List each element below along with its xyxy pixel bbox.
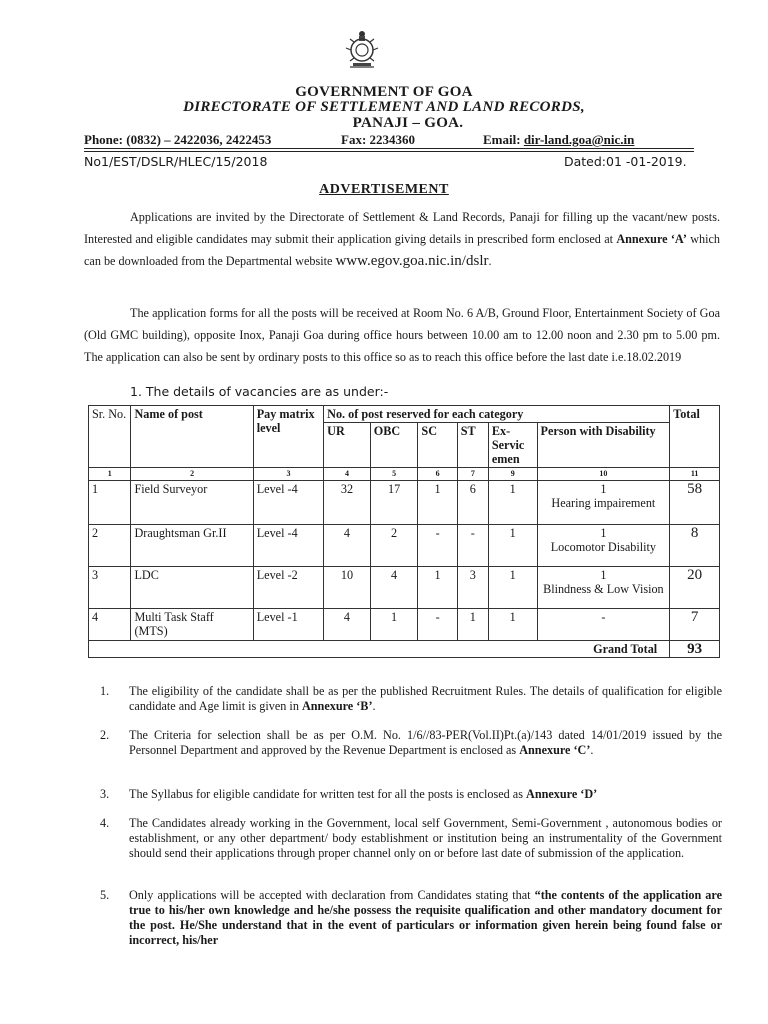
- list-item: [100, 728, 722, 758]
- item-end: .: [590, 743, 594, 757]
- cell-st: -: [457, 525, 488, 567]
- pwd-count: 1: [600, 482, 607, 496]
- col-number: 10: [537, 468, 670, 481]
- cell-sc: -: [418, 609, 457, 641]
- cell-ur: 4: [324, 609, 371, 641]
- grand-total-row: [89, 641, 720, 658]
- header-divider: [84, 148, 694, 149]
- col-number: 1: [89, 468, 131, 481]
- cell-name: Multi Task Staff (MTS): [131, 609, 253, 641]
- cell-sr: 3: [89, 567, 131, 609]
- cell-ex: 1: [488, 525, 537, 567]
- pwd-count: -: [601, 610, 606, 624]
- header-obc: OBC: [370, 423, 418, 468]
- cell-sr: 1: [89, 481, 131, 525]
- cell-pay: Level -4: [253, 525, 323, 567]
- cell-pwd: [537, 609, 670, 641]
- cell-sc: 1: [418, 481, 457, 525]
- item-end: .: [372, 699, 376, 713]
- annexure-a: Annexure ‘A’: [616, 232, 687, 246]
- city-title: PANAJI – GOA.: [352, 115, 464, 131]
- cell-sc: -: [418, 525, 457, 567]
- col-number: 2: [131, 468, 253, 481]
- website-link[interactable]: www.egov.goa.nic.in/dslr: [335, 253, 489, 269]
- item-text: The Syllabus for eligible candidate for written test for all the posts is enclosed as: [129, 787, 527, 801]
- column-number-row: [89, 468, 720, 481]
- item-number: 3.: [100, 787, 110, 801]
- email-label: Email:: [483, 132, 524, 147]
- vacancy-details-heading: 1. The details of vacancies are as under:-: [130, 384, 389, 399]
- cell-ex: 1: [488, 609, 537, 641]
- header-sc: SC: [418, 423, 457, 468]
- goa-emblem-icon: [342, 26, 382, 70]
- list-item: [100, 816, 722, 861]
- pwd-type: Locomotor Disability: [550, 540, 656, 554]
- item-number: 4.: [100, 816, 110, 830]
- vacancy-table: [88, 405, 720, 658]
- email-line: [483, 132, 634, 148]
- phone-number: Phone: (0832) – 2422036, 2422453: [84, 132, 272, 147]
- header-pay-matrix: Pay matrix level: [253, 406, 323, 468]
- table-row: [89, 567, 720, 609]
- cell-obc: 17: [370, 481, 418, 525]
- item-text: Only applications will be accepted with declaration from Candidates stating that: [129, 888, 535, 902]
- pwd-count: 1: [600, 526, 607, 540]
- intro-end: .: [488, 254, 492, 268]
- item-bold: “the contents of the application are true to his/her own knowledge and he/she possess the requisite qualification and other mandatory document for the post. He/She understand that in the event of particulars or information given herein being found false or incorrect, his/her: [129, 888, 722, 947]
- col-number: 5: [370, 468, 418, 481]
- cell-pay: Level -4: [253, 481, 323, 525]
- item-number: 1.: [100, 684, 110, 698]
- col-number: 4: [324, 468, 371, 481]
- cell-st: 1: [457, 609, 488, 641]
- list-item: [100, 684, 722, 714]
- date: Dated:01 -01-2019.: [564, 154, 687, 169]
- col-number: 11: [670, 468, 720, 481]
- item-text: The Candidates already working in the Government, local self Government, Semi-Government , autonomous bodies or establishment, or any other department/ body establishment or institution being an instrumentality of the Government should send their applications through proper channel only on or before last date of submission of the application.: [129, 816, 722, 860]
- grand-total-value: 93: [670, 641, 720, 658]
- directorate-title: DIRECTORATE OF SETTLEMENT AND LAND RECORDS,: [183, 99, 585, 115]
- cell-pay: Level -2: [253, 567, 323, 609]
- table-header-row: [89, 406, 720, 423]
- cell-st: 3: [457, 567, 488, 609]
- list-item: [100, 787, 722, 802]
- cell-ur: 32: [324, 481, 371, 525]
- pwd-count: 1: [600, 568, 607, 582]
- header-total: Total: [670, 406, 720, 468]
- header-pwd: Person with Disability: [537, 423, 670, 468]
- header-reserved: No. of post reserved for each category: [324, 406, 670, 423]
- intro-text-2: which can be downloaded from the Departmental website: [84, 232, 720, 268]
- table-row: [89, 525, 720, 567]
- intro-text: Applications are invited by the Directorate of Settlement & Land Records, Panaji for filling up the vacant/new posts. Interested and eligible candidates may submit their application giving details in prescribed form enclosed at: [84, 210, 720, 246]
- cell-pwd: [537, 481, 670, 525]
- header-name-of-post: Name of post: [131, 406, 253, 468]
- intro-paragraph: [84, 206, 720, 272]
- fax-number: Fax: 2234360: [341, 132, 416, 147]
- cell-obc: 2: [370, 525, 418, 567]
- header-st: ST: [457, 423, 488, 468]
- submission-paragraph: The application forms for all the posts will be received at Room No. 6 A/B, Ground Floor, Entertainment Society of Goa (Old GMC building), opposite Inox, Panaji Goa during office hours between 10.00 am to 12.00 noon and 2.30 pm to 5.00 pm. The application can also be sent by ordinary posts to this office so as to reach this office before the last date i.e.18.02.2019: [84, 306, 720, 364]
- header-ex-servicemen: Ex-Servic emen: [488, 423, 537, 468]
- col-number: 9: [488, 468, 537, 481]
- cell-name: Draughtsman Gr.II: [131, 525, 253, 567]
- item-bold: Annexure ‘C’: [519, 743, 591, 757]
- item-number: 5.: [100, 888, 110, 902]
- cell-ur: 4: [324, 525, 371, 567]
- table-row: [89, 609, 720, 641]
- cell-sr: 2: [89, 525, 131, 567]
- col-number: 6: [418, 468, 457, 481]
- cell-sc: 1: [418, 567, 457, 609]
- header-sr-no: Sr. No.: [89, 406, 131, 468]
- advertisement-heading: ADVERTISEMENT: [319, 182, 449, 197]
- cell-total: 58: [670, 481, 720, 525]
- header-ur: UR: [324, 423, 371, 468]
- cell-name: LDC: [131, 567, 253, 609]
- cell-obc: 4: [370, 567, 418, 609]
- cell-obc: 1: [370, 609, 418, 641]
- cell-pay: Level -1: [253, 609, 323, 641]
- col-number: 7: [457, 468, 488, 481]
- table-row: [89, 481, 720, 525]
- cell-total: 7: [670, 609, 720, 641]
- cell-total: 20: [670, 567, 720, 609]
- list-item: [100, 888, 722, 948]
- cell-name: Field Surveyor: [131, 481, 253, 525]
- item-number: 2.: [100, 728, 110, 742]
- reference-number: No1/EST/DSLR/HLEC/15/2018: [84, 154, 268, 169]
- item-text: The eligibility of the candidate shall be as per the published Recruitment Rules. The details of qualification for eligible candidate and Age limit is given in: [129, 684, 722, 713]
- col-number: 3: [253, 468, 323, 481]
- cell-ex: 1: [488, 481, 537, 525]
- pwd-type: Hearing impairement: [551, 496, 656, 510]
- item-bold: Annexure ‘B’: [301, 699, 373, 713]
- cell-pwd: [537, 567, 670, 609]
- item-bold: Annexure ‘D’: [526, 787, 598, 801]
- pwd-type: Blindness & Low Vision: [543, 582, 664, 596]
- cell-pwd: [537, 525, 670, 567]
- header-divider-thin: [84, 151, 694, 152]
- cell-sr: 4: [89, 609, 131, 641]
- email-link[interactable]: dir-land.goa@nic.in: [523, 132, 635, 147]
- cell-total: 8: [670, 525, 720, 567]
- cell-st: 6: [457, 481, 488, 525]
- cell-ur: 10: [324, 567, 371, 609]
- item-text: The Criteria for selection shall be as per O.M. No. 1/6//83-PER(Vol.II)Pt.(a)/143 dated 14/01/2019 issued by the Personnel Department and approved by the Revenue Department is enclosed as: [129, 728, 722, 757]
- government-title: GOVERNMENT OF GOA: [295, 84, 473, 100]
- cell-ex: 1: [488, 567, 537, 609]
- grand-total-label: Grand Total: [89, 641, 670, 658]
